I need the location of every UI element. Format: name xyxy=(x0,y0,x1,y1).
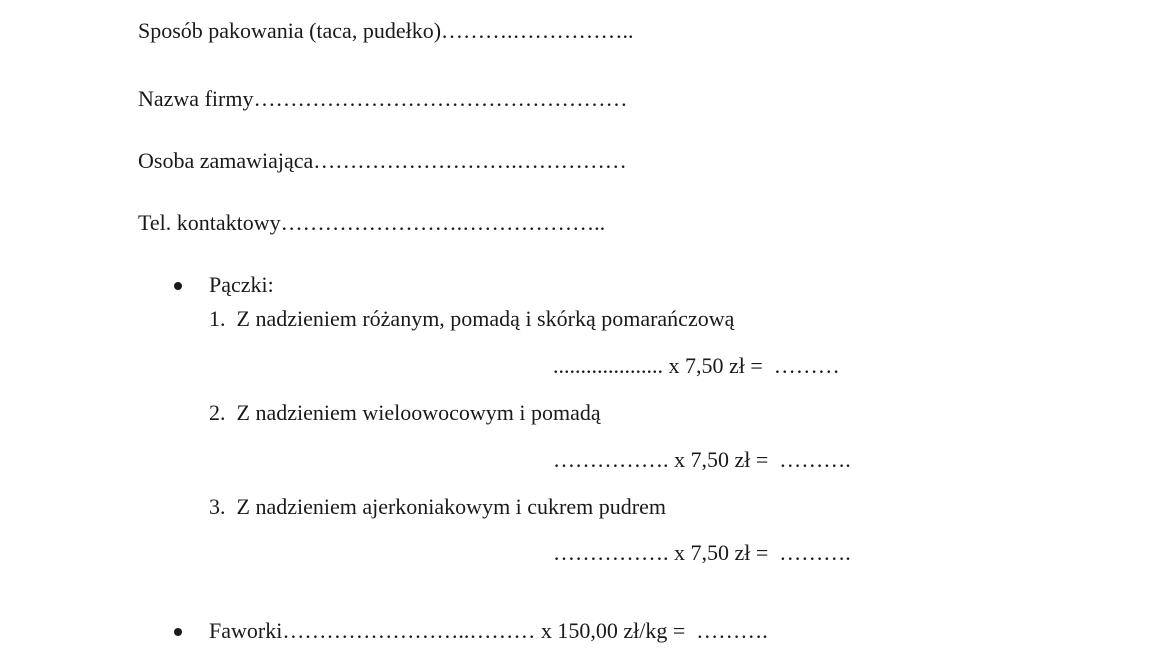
paczki-item-2-total-blank[interactable]: ………. xyxy=(779,447,851,472)
paczki-title: Pączki: xyxy=(209,272,274,297)
field-company xyxy=(138,88,627,110)
field-phone-label: Tel. kontaktowy xyxy=(138,210,281,235)
field-phone xyxy=(138,212,605,234)
field-packaging-label: Sposób pakowania (taca, pudełko) xyxy=(138,18,442,43)
paczki-item-3-total-blank[interactable]: ………. xyxy=(779,540,851,565)
paczki-item-name: Z nadzieniem ajerkoniakowym i cukrem pudrem xyxy=(236,494,666,519)
paczki-item-2-price: x 7,50 zł = xyxy=(674,447,769,472)
faworki-qty-blank[interactable]: ……………………..……… xyxy=(282,618,536,643)
paczki-item-1-qty-blank[interactable]: .................... xyxy=(553,353,663,378)
paczki-item-name: Z nadzieniem wieloowocowym i pomadą xyxy=(236,400,601,425)
bullet-icon xyxy=(174,628,182,636)
faworki-line xyxy=(209,620,768,642)
paczki-item-number: 1. xyxy=(209,306,226,331)
field-company-blank[interactable]: …………………………………………… xyxy=(253,86,628,111)
paczki-item-2 xyxy=(209,402,601,424)
field-packaging xyxy=(138,20,634,42)
paczki-item-2-order-line xyxy=(553,449,851,471)
faworki-total-blank[interactable]: ………. xyxy=(696,618,768,643)
paczki-item-1-total-blank[interactable]: ……… xyxy=(773,353,840,378)
paczki-item-1-price: x 7,50 zł = xyxy=(668,353,763,378)
paczki-item-3 xyxy=(209,496,666,518)
field-ordering-person xyxy=(138,150,627,172)
field-company-label: Nazwa firmy xyxy=(138,86,254,111)
paczki-item-1-order-line xyxy=(553,355,840,377)
paczki-item-2-qty-blank[interactable]: ……………. xyxy=(553,447,669,472)
paczki-item-3-price: x 7,50 zł = xyxy=(674,540,769,565)
paczki-item-name: Z nadzieniem różanym, pomadą i skórką pomarańczową xyxy=(236,306,735,331)
paczki-item-number: 3. xyxy=(209,494,226,519)
faworki-price: x 150,00 zł/kg = xyxy=(540,618,686,643)
paczki-item-number: 2. xyxy=(209,400,226,425)
field-packaging-blank[interactable]: ……….…………….. xyxy=(441,18,634,43)
field-ordering-person-label: Osoba zamawiająca xyxy=(138,148,314,173)
field-phone-blank[interactable]: …………………….……………….. xyxy=(280,210,606,235)
paczki-item-3-qty-blank[interactable]: ……………. xyxy=(553,540,669,565)
bullet-icon xyxy=(174,282,182,290)
field-ordering-person-blank[interactable]: ……………………….…………… xyxy=(313,148,627,173)
faworki-label: Faworki xyxy=(209,618,283,643)
paczki-item-1 xyxy=(209,308,734,330)
paczki-item-3-order-line xyxy=(553,542,851,564)
